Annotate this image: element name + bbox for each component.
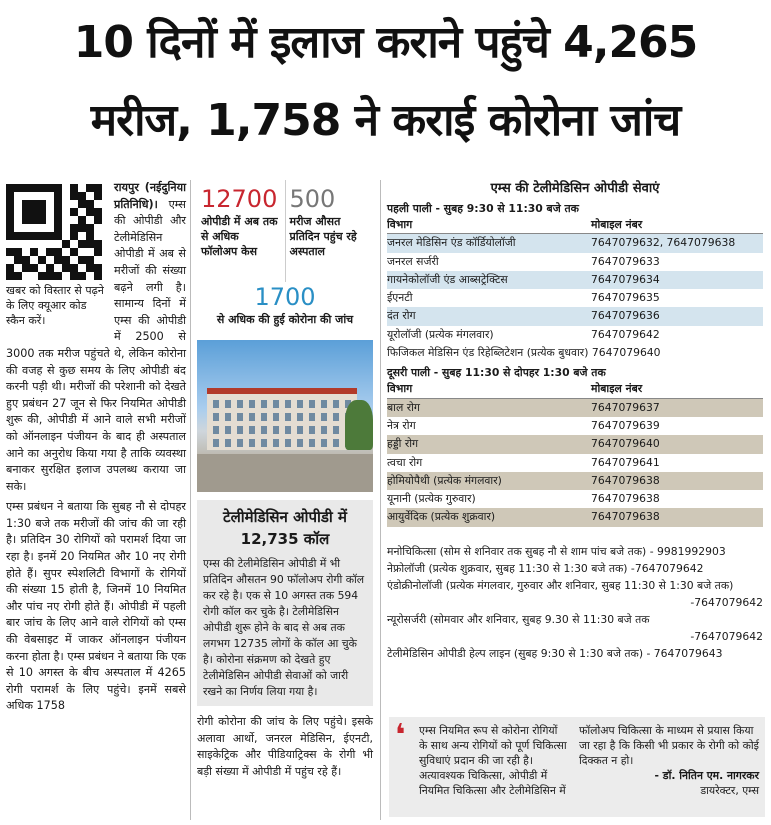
shift-1-title: पहली पाली - सुबह 9:30 से 11:30 बजे तक: [387, 202, 579, 215]
department-cell: यूरोलॉजी (प्रत्येक मंगलवार): [387, 327, 494, 341]
mobile-number-cell[interactable]: 7647079640: [591, 437, 660, 451]
schedule-table-1: [387, 216, 763, 344]
building-shape: [207, 388, 357, 450]
qr-block: [6, 184, 108, 328]
left-column: [6, 180, 186, 715]
table-row: [387, 435, 763, 453]
hospital-photo: [197, 340, 373, 492]
stat-label: से अधिक की हुई कोरोना की जांच: [216, 313, 354, 326]
stat-corona-tests: [197, 282, 373, 340]
stat-label: मरीज औसत प्रतिदिन पहुंच रहे अस्पताल: [289, 215, 357, 258]
schedule-title: एम्स की टेलीमेडिसिन ओपीडी सेवाएं: [490, 181, 660, 196]
department-cell: हड्डी रोग: [387, 437, 419, 451]
table-row: [387, 253, 763, 271]
stat-value: 500: [289, 185, 336, 213]
department-cell: यूनानी (प्रत्येक गुरुवार): [387, 492, 476, 506]
quote-continuation: फॉलोअप चिकित्सा के माध्यम से प्रयास किया जा रहा है कि किसी भी प्रकार के रोगी को कोई दिक्कत न हो।: [579, 724, 759, 767]
schedule-table-2: [387, 380, 763, 526]
dateline: रायपुर (नईदुनिया प्रतिनिधि)।: [114, 181, 186, 211]
quote-mark-icon: ❛: [395, 718, 406, 753]
department-cell: गायनेकोलॉजी एंड आब्सट्रेक्टिस: [387, 272, 508, 286]
stat-value: 1700: [254, 283, 316, 311]
schedule-note: नेफ्रोलॉजी (प्रत्येक शुक्रवार, सुबह 11:30 से 1:30 बजे तक) -7647079642: [387, 561, 704, 575]
road-shape: [197, 454, 373, 492]
headline: [0, 4, 771, 160]
table-row: [387, 399, 763, 417]
mobile-number-cell[interactable]: 7647079635: [591, 291, 660, 305]
column-header-mobile: मोबाइल नंबर: [591, 218, 643, 231]
article-continuation: रोगी कोरोना की जांच के लिए पहुंचे। इसके अलावा आर्थो, जनरल मेडिसिन, ईएनटी, साइकेट्रिक और पीडियाट्रिक्स के रोगी भी बड़ी संख्या में ओपीडी में पहुंच रहे हैं।: [197, 715, 373, 778]
table-header: [387, 380, 763, 398]
schedule-note: मनोचिकित्सा (सोम से शनिवार तक सुबह नौ से शाम पांच बजे तक) - 9981992903: [387, 544, 726, 558]
department-cell: ईएनटी: [387, 291, 413, 305]
column-header-department: विभाग: [387, 218, 413, 231]
table-row: [387, 508, 763, 526]
table-row: [387, 472, 763, 490]
headline-line-1: 10 दिनों में इलाज कराने पहुंचे 4,265: [73, 17, 698, 68]
table-row: [387, 326, 763, 344]
department-cell: बाल रोग: [387, 400, 421, 414]
mobile-number-cell[interactable]: 7647079633: [591, 254, 660, 268]
department-cell: जनरल सर्जरी: [387, 254, 439, 268]
telemedicine-box: [197, 500, 373, 706]
right-column: [387, 180, 763, 662]
table-row: [387, 289, 763, 307]
mobile-number-cell[interactable]: 7647079639: [591, 418, 660, 432]
department-cell: आयुर्वेदिक (प्रत्येक शुक्रवार): [387, 510, 496, 524]
qr-caption: खबर को विस्तार से पढ़ने के लिए क्यूआर कोड स्कैन करें।: [6, 284, 104, 327]
telemedicine-text: एम्स की टेलीमेडिसिन ओपीडी में भी प्रतिदिन औसतन 90 फॉलोअप रोगी कॉल कर रहे है। एक से 10 अगस्त तक 594 रोगी कॉल कर चुके है। टेलीमेडिसिन ओपीडी शुरू होने के बाद से अब तक लगभग 12735 लोगों के कॉल आ चुके है। कोरोना संक्रमण को देखते हुए टेलीमेडिसिन ओपीडी सेवाओं को जारी रखने का निर्णय लिया गया है।: [203, 557, 365, 698]
table-row: [387, 307, 763, 325]
row-text: फिजिकल मेडिसिन एंड रिहेब्लिटेशन (प्रत्येक बुधवार) 7647079640: [387, 346, 661, 360]
column-header-department: विभाग: [387, 382, 413, 396]
headline-line-2: मरीज, 1,758 ने कराई कोरोना जांच: [90, 95, 681, 146]
stat-daily-patients: [286, 180, 374, 282]
column-header-mobile: मोबाइल नंबर: [591, 382, 643, 396]
department-cell: त्वचा रोग: [387, 455, 423, 469]
intro-text: एम्स की ओपीडी और टेलीमेडिसिन ओपीडी में अब से मरीजों की संख्या बढ़ने लगी है। सामान्य दिनों में एम्स की ओपीडी में 2500 से 3000 तक मरीज पहुंचते थे, लेकिन कोरोना की वजह से कुछ समय के लिए ओपीडी बंद करनी पड़ी थी। मरीजों की परेशानी को देखते हुए प्रबंधन 27 जून से फिर नियमित ओपीडी शुरू की, ओपीडी में आने वाले सभी मरीजों को ऑनलाइन पंजीयन के बाद ही अस्पताल आने का अनुरोध किया गया है ताकि व्यवस्था बनाकर सुरक्षित इलाज उपलब्ध कराया जा सके।: [6, 197, 186, 493]
stats-row: [197, 180, 373, 282]
mobile-number-cell[interactable]: 7647079638: [591, 492, 660, 506]
quote-text-left: एम्स नियमित रूप से कोरोना रोगियों के साथ अन्य रोगियों को पूर्ण चिकित्सा सुविधाएं प्रदान की जा रही है। अत्यावश्यक चिकित्सा, ओपीडी में नियमित चिकित्सा और टेलीमेडिसिन में: [419, 724, 567, 797]
schedule-note: एंडोक्रीनोलॉजी (प्रत्येक मंगलवार, गुरुवार और शनिवार, सुबह 11:30 से 1:30 बजे तक): [387, 578, 734, 592]
schedule-note: -7647079642: [690, 629, 763, 643]
mobile-number-cell[interactable]: 7647079638: [591, 510, 660, 524]
schedule-note: टेलीमेडिसिन ओपीडी हेल्प लाइन (सुबह 9:30 से 1:30 बजे तक) - 7647079643: [387, 646, 723, 660]
mobile-number-cell[interactable]: 7647079636: [591, 309, 660, 323]
mobile-number-cell[interactable]: 7647079634: [591, 272, 660, 286]
column-divider: [380, 180, 381, 820]
mobile-number-cell[interactable]: 7647079642: [591, 327, 660, 341]
department-cell: जनरल मेडिसिन एंड कॉर्डियोलॉजी: [387, 236, 516, 250]
quote-box: [389, 717, 765, 817]
mobile-number-cell[interactable]: 7647079637: [591, 400, 660, 414]
qr-code-icon[interactable]: [6, 184, 102, 280]
stat-followup: [197, 180, 286, 282]
column-divider: [190, 180, 191, 820]
schedule-note: -7647079642: [690, 595, 763, 609]
quote-designation: डायरेक्टर, एम्स: [700, 784, 759, 797]
tree-shape: [345, 400, 373, 450]
mobile-number-cell[interactable]: 7647079641: [591, 455, 660, 469]
department-cell: नेत्र रोग: [387, 418, 416, 432]
article-paragraph: एम्स प्रबंधन ने बताया कि सुबह नौ से दोपहर 1:30 बजे तक मरीजों की जांच की जा रही है। प्रतिदिन 30 रोगियों को परामर्श दिया जा रहा है। इनमें 20 नियमित और 10 नए रोगी होते हैं। सुपर स्पेशलिटी विभागों के रोगियों की संख्या 15 होती है, जिनमें 10 नियमित और पांच नए रोगी होते हैं। ओपीडी में पहली बार जांच के लिए आने वाले रोगियों को एम्स की वेबसाइट में जाकर ऑनलाइन पंजीयन करना होता है। एम्स प्रबंधन ने बताया कि एक से 10 अगस्त के बीच अस्पताल में 4265 रोगी परामर्श के लिए पहुंचे। इनमें सबसे अधिक 1758: [6, 500, 186, 713]
table-row: [387, 271, 763, 289]
department-cell: होमियोपैथी (प्रत्येक मंगलवार): [387, 473, 502, 487]
telemedicine-title: टेलीमेडिसिन ओपीडी में 12,735 कॉल: [223, 508, 347, 548]
table-row: [387, 234, 763, 252]
mobile-number-cell[interactable]: 7647079638: [591, 473, 660, 487]
table-row: [387, 344, 763, 362]
shift-2-title: दूसरी पाली - सुबह 11:30 से दोपहर 1:30 बजे तक: [387, 366, 606, 380]
stat-label: ओपीडी में अब तक से अधिक फॉलोअप केस: [201, 215, 278, 258]
table-row: [387, 490, 763, 508]
schedule-note: न्यूरोसर्जरी (सोमवार और शनिवार, सुबह 9.30 से 11:30 बजे तक: [387, 612, 650, 626]
mobile-number-cell[interactable]: 7647079632, 7647079638: [591, 236, 736, 250]
quote-text-right: [579, 723, 759, 798]
table-header: [387, 216, 763, 234]
schedule-notes: [387, 543, 763, 662]
table-row: [387, 454, 763, 472]
department-cell: दंत रोग: [387, 309, 416, 323]
stat-value: 12700: [201, 185, 278, 213]
quote-signature: - डॉ. नितिन एम. नागरकर: [654, 769, 759, 782]
middle-column: [197, 180, 373, 780]
table-row: [387, 417, 763, 435]
